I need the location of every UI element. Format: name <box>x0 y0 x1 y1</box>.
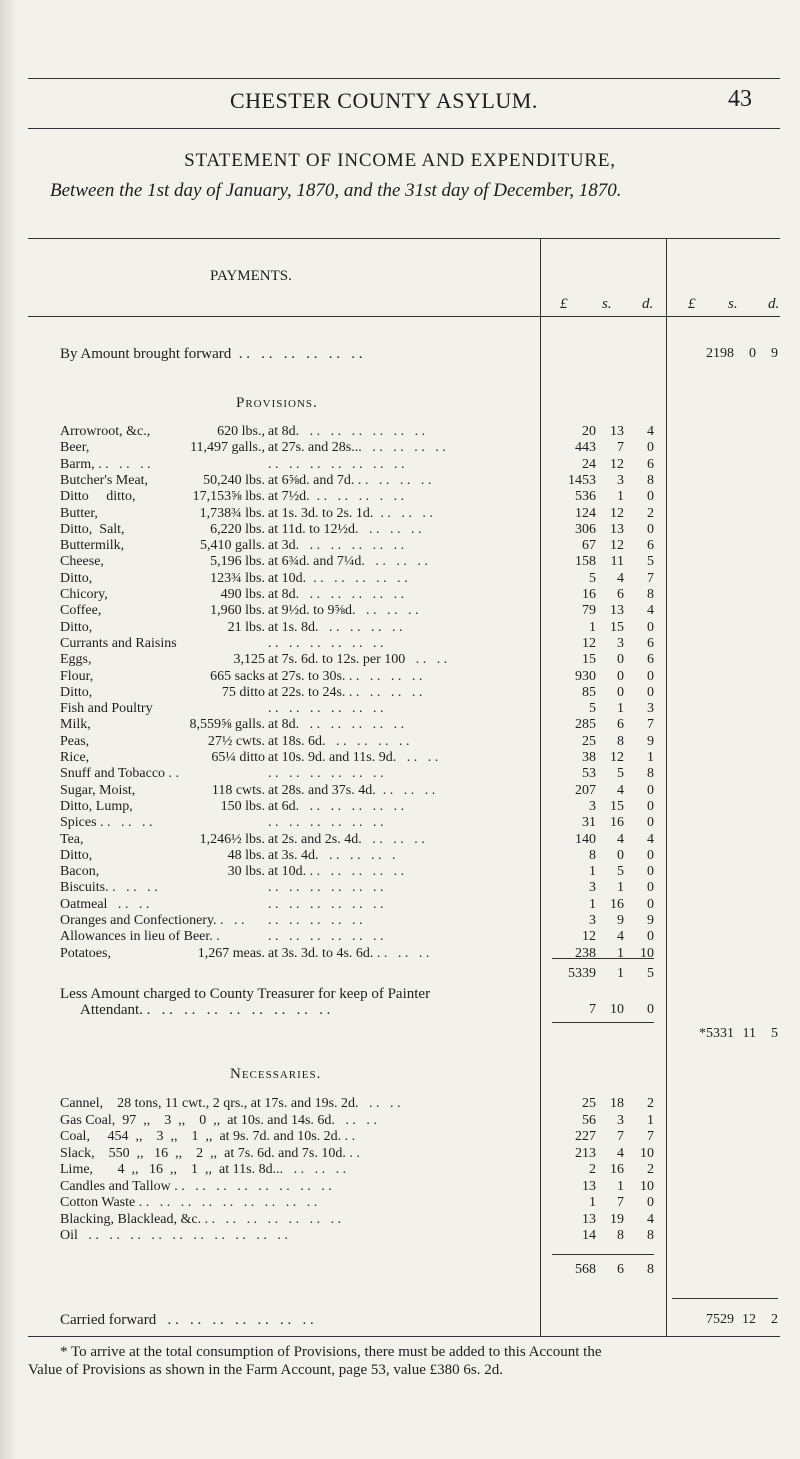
provision-item: Ditto, <box>60 571 93 586</box>
provision-rate: . . . . . . . . . . <box>268 913 363 928</box>
provision-item: Ditto, <box>60 685 93 700</box>
provision-item: Flour, <box>60 669 94 684</box>
provision-quantity: 1,960 lbs. <box>210 603 265 618</box>
provision-pence: 3 <box>647 701 654 716</box>
table-top-rule <box>28 238 780 239</box>
necessary-shillings: 16 <box>610 1162 624 1177</box>
necessary-shillings: 3 <box>617 1113 624 1128</box>
carried-forward-pounds: 7529 <box>706 1312 734 1327</box>
provision-shillings: 6 <box>617 717 624 732</box>
provision-quantity: 5,410 galls. <box>200 538 265 553</box>
provisions-net-shillings: 11 <box>742 1026 756 1041</box>
necessary-item: Candles and Tallow . . . . . . . . . . . . . . . . <box>60 1179 332 1194</box>
necessary-pounds: 25 <box>582 1096 596 1111</box>
provision-shillings: 9 <box>617 913 624 928</box>
provision-pence: 8 <box>647 473 654 488</box>
provision-pence: 0 <box>647 864 654 879</box>
provision-item: Snuff and Tobacco . . <box>60 766 180 781</box>
provision-shillings: 4 <box>617 571 624 586</box>
necessary-shillings: 18 <box>610 1096 624 1111</box>
provision-shillings: 16 <box>610 897 624 912</box>
provision-shillings: 11 <box>610 554 624 569</box>
provision-quantity: 30 lbs. <box>227 864 265 879</box>
provision-item: Buttermilk, <box>60 538 125 553</box>
provision-shillings: 13 <box>610 603 624 618</box>
provision-pounds: 15 <box>582 652 596 667</box>
provision-rate: . . . . . . . . . . . . <box>268 929 384 944</box>
provision-quantity: 118 cwts. <box>211 783 265 798</box>
provision-rate: at 7s. 6d. to 12s. per 100 . . . . <box>268 652 448 667</box>
provision-rate: at 27s. to 30s. . . . . . . . . <box>268 669 423 684</box>
provision-pounds: 79 <box>582 603 596 618</box>
provision-pounds: 207 <box>575 783 596 798</box>
brought-forward-pence: 9 <box>771 346 778 361</box>
carried-forward-shillings: 12 <box>742 1312 756 1327</box>
provision-shillings: 1 <box>617 489 624 504</box>
provision-pounds: 443 <box>575 440 596 455</box>
statement-title: STATEMENT OF INCOME AND EXPENDITURE, <box>184 150 616 171</box>
provision-shillings: 1 <box>617 880 624 895</box>
provision-pounds: 16 <box>582 587 596 602</box>
provision-pence: 0 <box>647 685 654 700</box>
provision-item: Arrowroot, &c., <box>60 424 151 439</box>
provision-rate: at 18s. 6d. . . . . . . . . <box>268 734 410 749</box>
provision-pounds: 124 <box>575 506 596 521</box>
provision-quantity: 8,559⅝ galls. <box>189 717 265 732</box>
provision-item: Potatoes, <box>60 946 111 961</box>
provision-pounds: 930 <box>575 669 596 684</box>
provision-rate: at 10s. 9d. and 11s. 9d. . . . . <box>268 750 439 765</box>
pence-header-2: d. <box>768 296 780 312</box>
provision-shillings: 12 <box>610 538 624 553</box>
provision-pounds: 1 <box>589 864 596 879</box>
necessary-item: Gas Coal, 97 ,, 3 ,, 0 ,, at 10s. and 14s. 6d. . . . . <box>60 1113 377 1128</box>
provision-shillings: 12 <box>610 506 624 521</box>
provision-rate: at 3d. . . . . . . . . . . <box>268 538 405 553</box>
provision-shillings: 13 <box>610 424 624 439</box>
provision-quantity: 1,246½ lbs. <box>199 832 265 847</box>
provision-shillings: 4 <box>617 832 624 847</box>
provision-rate: at 10d. . . . . . . . . . . <box>268 864 405 879</box>
provision-quantity: 1,738¾ lbs. <box>199 506 265 521</box>
provision-item: Ditto, <box>60 620 93 635</box>
necessary-item: Blacking, Blacklead, &c. . . . . . . . . . . . . . . <box>60 1212 342 1227</box>
provision-item: Peas, <box>60 734 90 749</box>
provision-shillings: 4 <box>617 783 624 798</box>
provision-item: Butcher's Meat, <box>60 473 149 488</box>
provision-shillings: 13 <box>610 522 624 537</box>
provision-pounds: 285 <box>575 717 596 732</box>
necessary-pence: 4 <box>647 1212 654 1227</box>
provision-rate: at 8d. . . . . . . . . . . . . <box>268 424 426 439</box>
provision-item: Milk, <box>60 717 91 732</box>
provision-shillings: 1 <box>617 701 624 716</box>
provision-pence: 4 <box>647 603 654 618</box>
provision-pounds: 1 <box>589 897 596 912</box>
necessary-item: Oil . . . . . . . . . . . . . . . . . . . . <box>60 1228 288 1243</box>
provision-pounds: 3 <box>589 880 596 895</box>
necessary-item: Cannel, 28 tons, 11 cwt., 2 qrs., at 17s. and 19s. 2d. . . . . <box>60 1096 401 1111</box>
provision-item: Currants and Raisins <box>60 636 177 651</box>
provision-pence: 4 <box>647 832 654 847</box>
provision-pence: 0 <box>647 522 654 537</box>
provision-item: Ditto ditto, <box>60 489 136 504</box>
provision-pence: 8 <box>647 587 654 602</box>
shillings-header-1: s. <box>602 296 612 312</box>
pounds-header-1: £ <box>560 296 568 312</box>
provision-pounds: 53 <box>582 766 596 781</box>
provision-item: Oatmeal . . . . <box>60 897 150 912</box>
less-shillings: 10 <box>610 1002 624 1017</box>
provision-quantity: 620 lbs., <box>217 424 265 439</box>
provision-shillings: 0 <box>617 669 624 684</box>
provision-pence: 6 <box>647 538 654 553</box>
necessary-pounds: 2 <box>589 1162 596 1177</box>
provision-item: Coffee, <box>60 603 102 618</box>
provision-pounds: 306 <box>575 522 596 537</box>
provision-quantity: 5,196 lbs. <box>210 554 265 569</box>
provision-item: Beer, <box>60 440 90 455</box>
necessaries-sum-rule <box>552 1254 654 1255</box>
necessaries-subtotal-shillings: 6 <box>617 1262 624 1277</box>
provision-item: Biscuits. . . . . . <box>60 880 158 895</box>
provision-shillings: 8 <box>617 734 624 749</box>
provision-rate: at 6d. . . . . . . . . . . <box>268 799 405 814</box>
statement-period: Between the 1st day of January, 1870, and the 31st day of December, 1870. <box>50 180 622 201</box>
provision-item: Butter, <box>60 506 98 521</box>
provision-pounds: 536 <box>575 489 596 504</box>
provision-item: Eggs, <box>60 652 92 667</box>
provision-shillings: 12 <box>610 457 624 472</box>
provision-pence: 9 <box>647 913 654 928</box>
provision-pence: 0 <box>647 897 654 912</box>
provision-quantity: 6,220 lbs. <box>210 522 265 537</box>
running-title: CHESTER COUNTY ASYLUM. <box>230 88 538 113</box>
provision-shillings: 5 <box>617 766 624 781</box>
necessary-shillings: 7 <box>617 1195 624 1210</box>
provision-item: Chicory, <box>60 587 108 602</box>
necessary-item: Lime, 4 ,, 16 ,, 1 ,, at 11s. 8d... . . . . . . <box>60 1162 347 1177</box>
provisions-sum-rule <box>552 958 654 959</box>
provision-item: Tea, <box>60 832 84 847</box>
provision-pounds: 12 <box>582 636 596 651</box>
provision-quantity: 65¼ ditto <box>211 750 265 765</box>
provision-quantity: 1,267 meas. <box>197 946 265 961</box>
necessary-pence: 10 <box>640 1179 654 1194</box>
provision-item: Ditto, Lump, <box>60 799 133 814</box>
footnote-line-1: * To arrive at the total consumption of Provisions, there must be added to this Account the <box>60 1344 602 1360</box>
brought-forward-label: By Amount brought forward . . . . . . . . . . . . <box>60 346 363 362</box>
provision-rate: at 8d. . . . . . . . . . . <box>268 587 405 602</box>
provision-pounds: 3 <box>589 913 596 928</box>
provision-pounds: 12 <box>582 929 596 944</box>
provision-item: Rice, <box>60 750 90 765</box>
brought-forward-shillings: 0 <box>749 346 756 361</box>
provision-pence: 7 <box>647 717 654 732</box>
provision-shillings: 7 <box>617 440 624 455</box>
provision-shillings: 16 <box>610 815 624 830</box>
shillings-header-2: s. <box>728 296 738 312</box>
provision-quantity: 17,153⅝ lbs. <box>192 489 265 504</box>
provision-shillings: 1 <box>617 946 624 961</box>
page-binding-edge <box>0 0 14 1459</box>
necessaries-subtotal-pence: 8 <box>647 1262 654 1277</box>
provision-pence: 0 <box>647 848 654 863</box>
provision-pence: 7 <box>647 571 654 586</box>
provision-pence: 1 <box>647 750 654 765</box>
provision-quantity: 21 lbs. <box>227 620 265 635</box>
necessary-pence: 7 <box>647 1129 654 1144</box>
provision-item: Allowances in lieu of Beer. . <box>60 929 220 944</box>
provision-pence: 0 <box>647 489 654 504</box>
provisions-heading: Provisions. <box>236 395 318 411</box>
provision-pounds: 5 <box>589 571 596 586</box>
necessary-pence: 2 <box>647 1162 654 1177</box>
provision-pence: 4 <box>647 424 654 439</box>
provision-shillings: 0 <box>617 652 624 667</box>
necessary-pounds: 13 <box>582 1179 596 1194</box>
provision-pounds: 1453 <box>568 473 596 488</box>
provision-shillings: 4 <box>617 929 624 944</box>
header-row-rule <box>28 316 780 317</box>
provisions-net-pence: 5 <box>771 1026 778 1041</box>
provision-pence: 0 <box>647 783 654 798</box>
provisions-subtotal-shillings: 1 <box>617 966 624 981</box>
provision-rate: at 8d. . . . . . . . . . . <box>268 717 405 732</box>
provision-rate: . . . . . . . . . . . . <box>268 636 384 651</box>
necessaries-subtotal-pounds: 568 <box>575 1262 596 1277</box>
provision-pounds: 140 <box>575 832 596 847</box>
provision-quantity: 50,240 lbs. <box>203 473 265 488</box>
necessary-pounds: 13 <box>582 1212 596 1227</box>
provision-quantity: 490 lbs. <box>220 587 265 602</box>
less-label-line-2: Attendant. . . . . . . . . . . . . . . . . . <box>80 1002 331 1018</box>
provision-quantity: 665 sacks <box>210 669 265 684</box>
carried-forward-label: Carried forward . . . . . . . . . . . . . . <box>60 1312 314 1328</box>
provision-quantity: 150 lbs. <box>220 799 265 814</box>
provision-pence: 0 <box>647 440 654 455</box>
necessary-shillings: 8 <box>617 1228 624 1243</box>
necessary-item: Cotton Waste . . . . . . . . . . . . . . . . . . <box>60 1195 318 1210</box>
provision-rate: at 2s. and 2s. 4d. . . . . . . <box>268 832 425 847</box>
brought-forward-pounds: 2198 <box>706 346 734 361</box>
provision-shillings: 3 <box>617 636 624 651</box>
provision-pounds: 31 <box>582 815 596 830</box>
provision-pounds: 67 <box>582 538 596 553</box>
provision-rate: at 1s. 3d. to 2s. 1d. . . . . . . <box>268 506 433 521</box>
necessary-shillings: 19 <box>610 1212 624 1227</box>
provision-pence: 0 <box>647 620 654 635</box>
provision-item: Spices . . . . . . <box>60 815 153 830</box>
footnote-line-2: Value of Provisions as shown in the Farm Account, page 53, value £380 6s. 2d. <box>28 1362 503 1378</box>
provision-rate: . . . . . . . . . . . . <box>268 766 384 781</box>
provision-pence: 0 <box>647 669 654 684</box>
necessary-pounds: 14 <box>582 1228 596 1243</box>
provision-pounds: 25 <box>582 734 596 749</box>
column-divider-2 <box>666 238 667 1336</box>
provision-quantity: 75 ditto <box>221 685 265 700</box>
provision-rate: . . . . . . . . . . . . <box>268 880 384 895</box>
provision-shillings: 6 <box>617 587 624 602</box>
necessary-pence: 8 <box>647 1228 654 1243</box>
provision-quantity: 48 lbs. <box>227 848 265 863</box>
provision-quantity: 27½ cwts. <box>207 734 265 749</box>
provision-shillings: 15 <box>610 620 624 635</box>
payments-column-header: PAYMENTS. <box>210 268 292 284</box>
provision-quantity: 11,497 galls., <box>190 440 265 455</box>
provision-pence: 2 <box>647 506 654 521</box>
provision-pounds: 38 <box>582 750 596 765</box>
provision-pence: 0 <box>647 799 654 814</box>
provision-rate: at 1s. 8d. . . . . . . . . <box>268 620 403 635</box>
provision-rate: at 3s. 4d. . . . . . . . <box>268 848 396 863</box>
provision-pence: 0 <box>647 929 654 944</box>
provision-pence: 0 <box>647 880 654 895</box>
provision-pounds: 238 <box>575 946 596 961</box>
less-pounds: 7 <box>589 1002 596 1017</box>
provision-quantity: 123¾ lbs. <box>210 571 265 586</box>
provision-shillings: 0 <box>617 848 624 863</box>
provision-item: Sugar, Moist, <box>60 783 136 798</box>
provision-pounds: 5 <box>589 701 596 716</box>
provision-pounds: 20 <box>582 424 596 439</box>
provision-pounds: 1 <box>589 620 596 635</box>
necessary-pence: 10 <box>640 1146 654 1161</box>
provision-rate: . . . . . . . . . . . . <box>268 701 384 716</box>
provision-pence: 5 <box>647 554 654 569</box>
necessary-pence: 1 <box>647 1113 654 1128</box>
provision-shillings: 0 <box>617 685 624 700</box>
provision-item: Ditto, <box>60 848 93 863</box>
provision-pounds: 3 <box>589 799 596 814</box>
provision-shillings: 12 <box>610 750 624 765</box>
table-bottom-rule <box>28 1336 780 1337</box>
provision-pence: 6 <box>647 652 654 667</box>
provision-pence: 6 <box>647 457 654 472</box>
provision-rate: at 28s. and 37s. 4d. . . . . . . <box>268 783 436 798</box>
provision-rate: at 6⅝d. and 7d. . . . . . . . . <box>268 473 432 488</box>
provision-quantity: 3,125 <box>233 652 265 667</box>
provision-item: Ditto, Salt, <box>60 522 125 537</box>
provision-item: Fish and Poultry <box>60 701 153 716</box>
provision-pence: 9 <box>647 734 654 749</box>
provision-pounds: 85 <box>582 685 596 700</box>
provision-item: Barm, . . . . . . <box>60 457 151 472</box>
provision-rate: at 3s. 3d. to 4s. 6d. . . . . . . <box>268 946 430 961</box>
provision-shillings: 5 <box>617 864 624 879</box>
carried-sum-rule <box>672 1298 778 1299</box>
carried-forward-pence: 2 <box>771 1312 778 1327</box>
necessary-item: Slack, 550 ,, 16 ,, 2 ,, at 7s. 6d. and 7s. 10d. . . <box>60 1146 360 1161</box>
provisions-net-pounds: *5331 <box>699 1026 734 1041</box>
header-rule <box>28 78 780 79</box>
provision-item: Bacon, <box>60 864 100 879</box>
provision-shillings: 3 <box>617 473 624 488</box>
provisions-subtotal-pence: 5 <box>647 966 654 981</box>
provision-pounds: 158 <box>575 554 596 569</box>
provision-rate: . . . . . . . . . . . . <box>268 815 384 830</box>
provision-rate: . . . . . . . . . . . . <box>268 897 384 912</box>
header-bottom-rule <box>28 128 780 129</box>
provision-item: Oranges and Confectionery. . . . <box>60 913 245 928</box>
necessary-pounds: 213 <box>575 1146 596 1161</box>
provision-pence: 6 <box>647 636 654 651</box>
provision-pence: 10 <box>640 946 654 961</box>
provision-item: Cheese, <box>60 554 104 569</box>
less-rule <box>552 1022 654 1023</box>
necessary-pence: 2 <box>647 1096 654 1111</box>
column-divider-1 <box>540 238 541 1336</box>
provision-pence: 0 <box>647 815 654 830</box>
provision-rate: at 11d. to 12½d. . . . . . . <box>268 522 422 537</box>
page-number: 43 <box>728 86 752 112</box>
provision-rate: at 6¾d. and 7¼d. . . . . . . <box>268 554 428 569</box>
provision-rate: at 9½d. to 9⅝d. . . . . . . <box>268 603 419 618</box>
provision-pence: 8 <box>647 766 654 781</box>
necessary-pounds: 227 <box>575 1129 596 1144</box>
provision-rate: at 7½d. . . . . . . . . . <box>268 489 405 504</box>
necessary-shillings: 4 <box>617 1146 624 1161</box>
necessary-item: Coal, 454 ,, 3 ,, 1 ,, at 9s. 7d. and 10s. 2d. . . <box>60 1129 356 1144</box>
provision-shillings: 15 <box>610 799 624 814</box>
provision-pounds: 24 <box>582 457 596 472</box>
necessary-pence: 0 <box>647 1195 654 1210</box>
less-pence: 0 <box>647 1002 654 1017</box>
provision-rate: . . . . . . . . . . . . . . <box>268 457 405 472</box>
provision-rate: at 22s. to 24s. . . . . . . . . <box>268 685 423 700</box>
necessary-shillings: 1 <box>617 1179 624 1194</box>
less-label-line-1: Less Amount charged to County Treasurer for keep of Painter <box>60 986 431 1002</box>
necessaries-heading: Necessaries. <box>230 1066 322 1082</box>
pence-header-1: d. <box>642 296 654 312</box>
necessary-pounds: 56 <box>582 1113 596 1128</box>
provision-rate: at 10d. . . . . . . . . . . <box>268 571 408 586</box>
provision-pounds: 8 <box>589 848 596 863</box>
provision-rate: at 27s. and 28s... . . . . . . . . <box>268 440 446 455</box>
provisions-subtotal-pounds: 5339 <box>568 966 596 981</box>
necessary-shillings: 7 <box>617 1129 624 1144</box>
necessary-pounds: 1 <box>589 1195 596 1210</box>
pounds-header-2: £ <box>688 296 696 312</box>
